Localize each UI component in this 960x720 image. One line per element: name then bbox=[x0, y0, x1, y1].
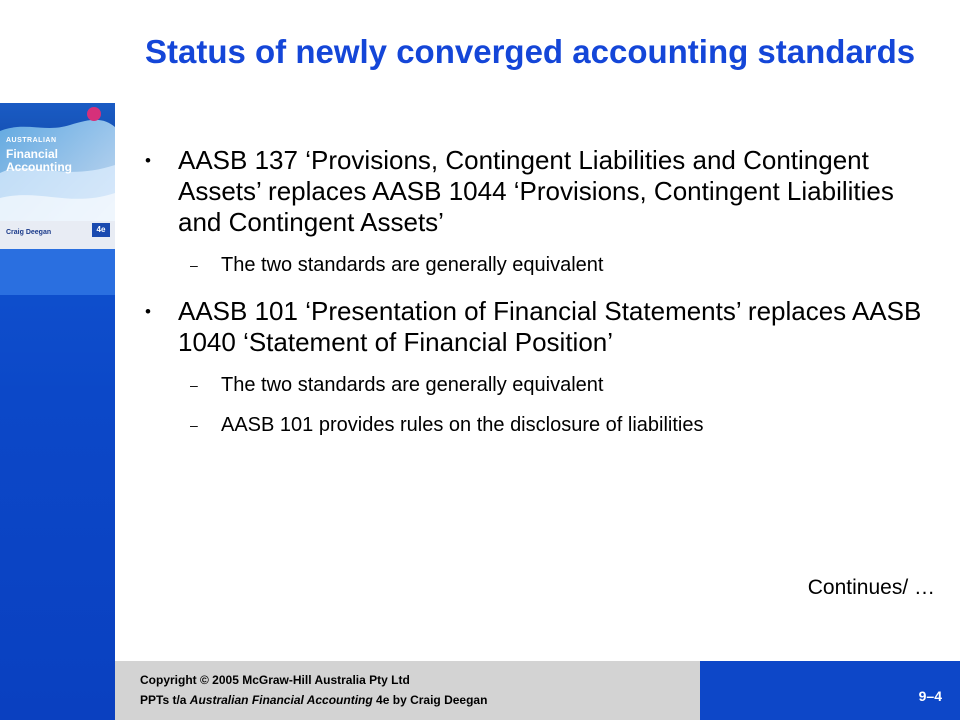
sub-item bbox=[145, 252, 935, 278]
sub-text: The two standards are generally equivalent bbox=[221, 254, 604, 276]
sidebar-band bbox=[0, 249, 115, 295]
sub-marker: – bbox=[190, 377, 198, 393]
bullet-item bbox=[145, 145, 935, 238]
book-title-italic: Australian Financial Accounting bbox=[189, 693, 373, 707]
page-number-box bbox=[700, 661, 960, 720]
edition-badge: 4e bbox=[92, 223, 110, 237]
bullet-item bbox=[145, 296, 935, 358]
bullet-marker: • bbox=[145, 302, 151, 321]
publisher-logo-icon bbox=[87, 107, 101, 121]
attribution-line bbox=[140, 693, 487, 707]
slide-title: Status of newly converged accounting standards bbox=[145, 33, 916, 70]
sub-marker: – bbox=[190, 417, 198, 433]
book-title-line2: Accounting bbox=[6, 160, 72, 174]
book-cover-image bbox=[0, 103, 115, 249]
sub-item bbox=[145, 372, 935, 398]
sub-marker: – bbox=[190, 257, 198, 273]
sidebar-white-top bbox=[0, 0, 115, 103]
sub-item bbox=[145, 412, 935, 438]
continues-label: Continues/ … bbox=[807, 576, 935, 599]
sub-text: AASB 101 provides rules on the disclosure of liabilities bbox=[221, 414, 704, 436]
bullet-text: AASB 101 ‘Presentation of Financial Statements’ replaces AASB 1040 ‘Statement of Financial Position’ bbox=[178, 296, 922, 357]
copyright-prefix: Copyright bbox=[140, 673, 200, 687]
copyright-line bbox=[140, 673, 410, 687]
attribution-suffix: 4e by Craig Deegan bbox=[372, 693, 488, 707]
attribution-prefix: PPTs t/a bbox=[140, 693, 190, 707]
page-number: 9–4 bbox=[918, 688, 942, 704]
sub-text: The two standards are generally equivalent bbox=[221, 374, 604, 396]
bullet-list bbox=[145, 145, 935, 438]
bullet-marker: • bbox=[145, 151, 151, 170]
footer bbox=[115, 661, 700, 720]
copyright-text: 2005 McGraw-Hill Australia Pty Ltd bbox=[208, 673, 410, 687]
book-title-line1: Financial bbox=[6, 147, 59, 161]
bullet-text: AASB 137 ‘Provisions, Contingent Liabilities and Contingent Assets’ replaces AASB 1044 ‘Provisions, Contingent Liabilities and Contingent Assets’ bbox=[178, 145, 894, 237]
book-author: Craig Deegan bbox=[6, 229, 52, 236]
copyright-symbol: © bbox=[200, 673, 209, 687]
book-series: AUSTRALIAN bbox=[6, 137, 57, 144]
